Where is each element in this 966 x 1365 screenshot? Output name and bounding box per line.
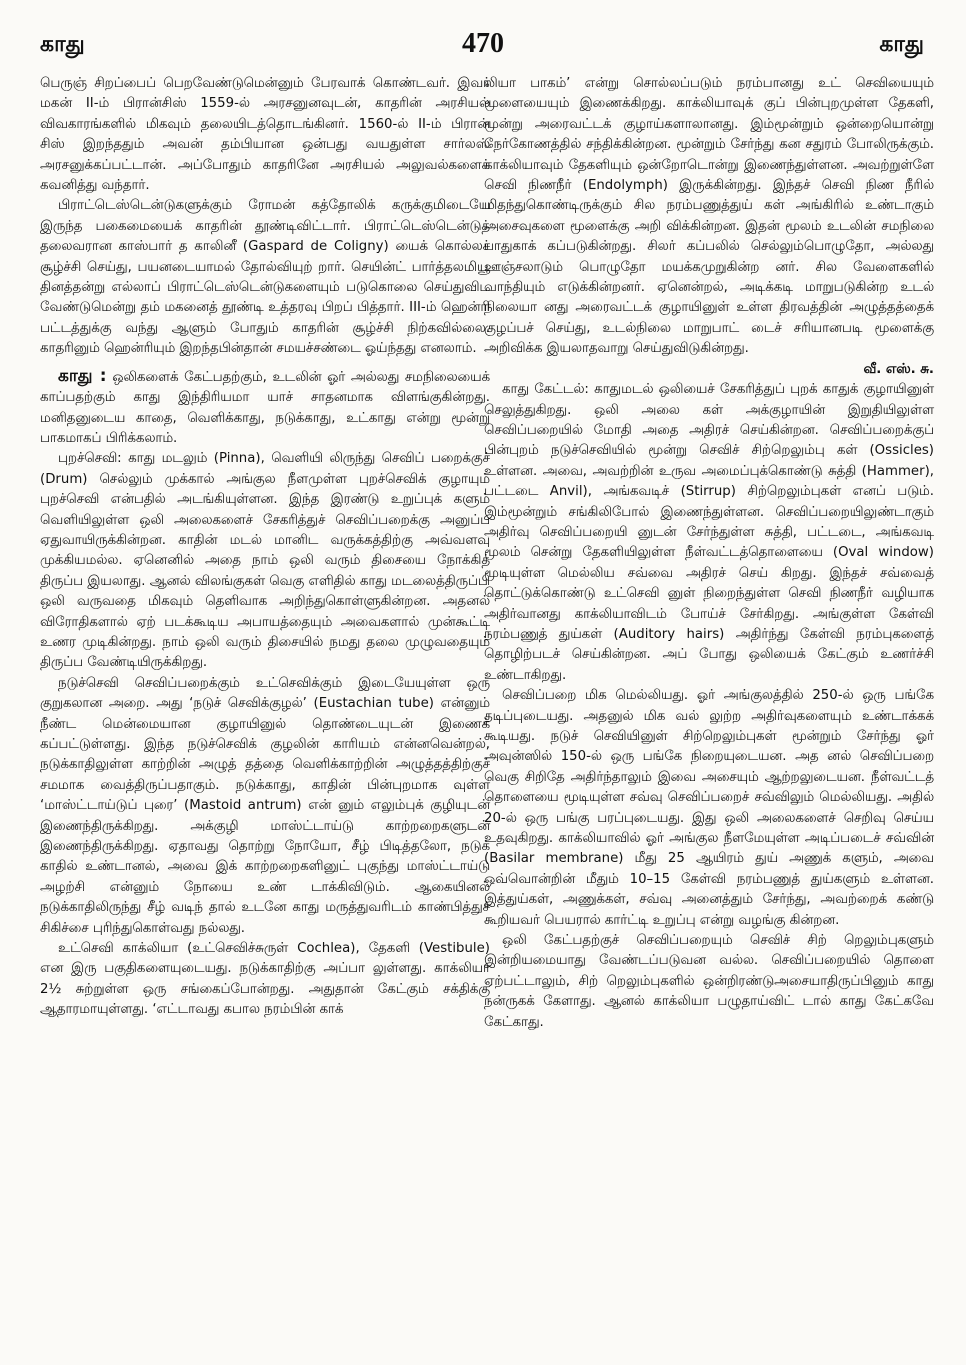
paragraph: பெருஞ் சிறப்பைப் பெறவேண்டுமென்னும் பேரவாக் கொண்டவர். இவர் மகன் II-ம் பிரான்சிஸ் 1559-ல் அரசனுனவுடன், காதரின் அரசியல் விவகாரங்களில் மிகவும் தலையிடத்தொடங்கினர். 1560-ல் II-ம் பிரான் சிஸ் இறந்ததும் அவன் தம்பியான ஒன்பது வயதுள்ள சார்லஸ் அரசனுக்கப்பட்டான். அப்போதும் காதரினே அரசியல் அலுவல்களைக் கவனித்து வந்தார். — [40, 76, 490, 194]
right-column — [484, 74, 934, 1033]
entry-text: ஒலிகளைக் கேட்பதற்கும், உடலின் ஓர் அல்லது சமநிலையைக் காப்பதற்கும் காது இந்திரியமா யாச் சாதனமாக விளங்குகின்றது. மனிதனுடைய காதை, வெளிக்காது, நடுக்காது, உட்காது என்று மூன்று பாகமாகப் பிரிக்கலாம். — [40, 369, 491, 446]
running-head-left: காது — [40, 32, 85, 57]
left-column — [40, 74, 490, 1021]
author-signature: வீ. எஸ். சு. — [863, 361, 934, 377]
paragraph: ஒலி கேட்பதற்குச் செவிப்பறையும் செவிச் சிற் றெலும்புகளும் இன்றியமையாது வேண்டப்படுவன வல்ல. செவிப்பறையில் தொளை ஏற்பட்டாலும், சிற் றெலும்புகளில் ஒன்றிரண்டுஅசையாதிருப்பினும் காது நன்ருகக் கேளாது. ஆனல் காக்லியா பழுதாய்விட் டால் காது கேட்கவே கேட்காது. — [484, 933, 934, 1030]
paragraph: புறச்செவி: காது மடலும் (Pinna), வெளியி லிருந்து செவிப் பறைக்குச் (Drum) செல்லும் முக்கால் அங்குல நீளமுள்ள புறச்செவிக் குழாயும் புறச்செவி என்பதில் அடங்கியுள்ளன. இந்த இரண்டு உறுப்புக் களும் வெளியிலுள்ள ஒலி அலைகளைச் சேகரித்துச் செவிப்பறைக்கு அனுப்ப ஏதுவாயிருக்கின்றன. காதின் மடல் மானிட வருக்கத்திற்கு அவ்வளவு முக்கியமல்ல. ஏனெனில் அதை நாம் ஒலி வரும் திசையை நோக்கித் திருப்ப இயலாது. ஆனல் விலங்குகள் வெகு எளிதில் காது மடலைத்திருப்பி ஒலி வருவதை மிகவும் தெளிவாக அறிந்துகொள்ளுகின்றன. அதனல் விரோதிகளால் ஏற் படக்கூடிய அபாயத்தையும் அவைகளால் முன்கூட்டி உணர முடிகின்றது. நாம் ஒலி வரும் திசையில் நமது தலை முழுவதையும் திருப்ப வேண்டியிருக்கிறது. — [40, 451, 490, 671]
entry-term: காது : — [58, 365, 107, 386]
paragraph: லியா பாகம்’ என்று சொல்லப்படும் நரம்பானது உட் செவியையும் மூளையையும் இணைக்கிறது. காக்லியாவுக் குப் பின்புறமுள்ள தேகளி, மூன்று அரைவட்டக் குழாய்களாலானது. இம்மூன்றும் ஒன்றையொன்று நேர்கோணத்தில் சந்திக்கின்றன. மூன்றும் சேர்ந்து கன சதுரம் போலிருக்கும். காக்லியாவும் தேகளியும் ஒன்றோடொன்று இணைந்துள்ளன. அவற்றுள்ளே செவி நிணநீர் (Endolymph) இருக்கின்றது. இந்தச் செவி நிண நீரில் மிதந்துகொண்டிருக்கும் சில நரம்பணுத்துய் கள் அங்கிரில் உண்டாகும் அசைவுகளை மூளைக்கு அறி விக்கின்றன. இதன் மூலம் உடலின் சமநிலை பாதுகாக் கப்படுகின்றது. சிலர் கப்பலில் செல்லும்பொழுதோ, அல்லது ஊஞ்சலாடும் பொழுதோ மயக்கமுறுகின்ற னர். சில வேளைகளில் வாந்தியும் எடுக்கின்றனர். ஏனென்றல், அடிக்கடி மாறுபடுகின்ற உடல் நிலையா னது அரைவட்டக் குழாயினுள் உள்ள திரவத்தின் அழுத்தத்தைக் குழப்பச் செய்து, உடல்நிலை மாறுபாட் டைச் சரியானபடி மூளைக்கு அறிவிக்க இயலாதவாறு செய்துவிடுகின்றது. — [484, 76, 934, 357]
page-header — [0, 28, 966, 68]
paragraph: நடுச்செவி செவிப்பறைக்கும் உட்செவிக்கும் இடையேயுள்ள ஒரு குறுகலான அறை. அது ‘நடுச் செவிக்குழல்’ (Eustachian tube) என்னும் நீண்ட மென்மையான குழாயினுல் தொண்டையுடன் இணைக் கப்பட்டுள்ளது. இந்த நடுச்செவிக் குழலின் காரியம் என்னவென்றல், நடுக்காதிலுள்ள காற்றின் அழுத் தத்தை வெளிக்காற்றின் அழுத்தத்திற்குச் சமமாக வைத்திருப்பதாகும். நடுக்காது, காதின் பின்புறமாக வுள்ள ‘மாஸ்ட்டாய்டுப் புரை’ (Mastoid antrum) என் னும் எலும்புக் குழியுடன் இணைந்திருக்கிறது. அக்குழி மாஸ்ட்டாய்டு காற்றறைகளுடன் இணைந்திருக்கிறது. ஏதாவது தொற்று நோயோ, சீழ் பிடித்தலோ, நடுக் காதில் உண்டானல், அவை இக் காற்றறைகளினுட் புகுந்து மாஸ்ட்டாய்டு அழற்சி என்னும் நோயை உண் டாக்கிவிடும். ஆகையினல் நடுக்காதிலிருந்து சீழ் வடிந் தால் உடனே காது மருத்துவரிடம் காண்பித்துச் சிகிச்சை புரிந்துகொள்வது நல்லது. — [40, 675, 490, 936]
running-head-right: காது — [879, 32, 924, 57]
paragraph: பிராட்டெஸ்டென்டுகளுக்கும் ரோமன் கத்தோலிக் கருக்குமிடையே இருந்த பகைமையைக் காதரின் தூண்டிவிட்டார். பிராட்டெஸ்டென்டுத் தலைவரான காஸ்பார் த காலினீ (Gaspard de Coligny) யைக் கொல்லச் சூழ்ச்சி செய்து, பயனடையாமல் தோல்வியுற் றார். செயின்ட் பார்த்தலமியூ தினத்தன்று எல்லாப் பிராட்டெஸ்டென்டுகளையும் படுகொலை செய்துவிட வேண்டுமென்று தம் மகனைத் தூண்டி உத்தரவு பிறப் பித்தார். III-ம் ஹென்ரி பட்டத்துக்கு வந்து ஆளும் போதும் காதரின் சூழ்ச்சி நிற்கவில்லை. காதரினும் ஹென்ரியும் இறந்தபின்தான் சமயச்சண்டை ஓய்ந்தது எனலாம். — [40, 198, 490, 357]
page-number: 470 — [462, 28, 504, 59]
paragraph: செவிப்பறை மிக மெல்லியது. ஓர் அங்குலத்தில் 250-ல் ஒரு பங்கே தடிப்புடையது. அதனுல் மிக வல் லுற்ற அதிர்வுகளையும் உண்டாக்கக் கூடியது. நடுச் செவியினுள் சிற்றெலும்புகள் மூன்றும் சேர்ந்து ஓர் அவுன்ஸில் 150-ல் ஒரு பங்கே நிறையுடையன. அத னல் செவிப்பறை வெகு சிறிதே அதிர்ந்தாலும் இவை அசையும் ஆற்றலுடையன. நீள்வட்டத் தொளையை மூடியுள்ள சவ்வு செவிப்பறைச் சவ்விலும் மெல்லியது. அதில் 20-ல் ஒரு பங்கு பரப்புடையது. இது ஒலி அலைகளைச் செறிவு செய்ய உதவுகிறது. காக்லியாவில் ஓர் அங்குல நீளமேயுள்ள அடிப்படைச் சவ்வின் (Basilar membrane) மீது 25 ஆயிரம் துய் அணுக் களும், அவை ஒவ்வொன்றின் மீதும் 10–15 கேள்வி நரம்பணுத் துய்களும் உள்ளன. இத்துய்கள், அணுக்கள், சவ்வு அனைத்தும் சேர்ந்து, அவற்றைக் கண்டு கூறியவர் பெயரால் கார்ட்டி உறுப்பு என்று வழங்கு கின்றன. — [484, 688, 934, 928]
paragraph: உட்செவி காக்லியா (உட்செவிச்சுருள் Cochlea), தேகளி (Vestibule) என இரு பகுதிகளையுடையது. நடுக்காதிற்கு அப்பா லுள்ளது. காக்லியா 2½ சுற்றுள்ள ஒரு சங்கைப்போன்றது. அதுதான் கேட்கும் சக்திக்கு ஆதாரமாயுள்ளது. ‘எட்டாவது கபால நரம்பின் காக் — [40, 941, 490, 1018]
entry-paragraph — [40, 366, 490, 450]
paragraph: காது கேட்டல்: காதுமடல் ஒலியைச் சேகரித்துப் புறக் காதுக் குழாயினுள் செலுத்துகிறது. ஒலி அலை கள் அக்குழாயின் இறுதியிலுள்ள செவிப்பறையில் மோதி அதை அதிரச் செய்கின்றன. செவிப்பறைக்குப் பின்புறம் நடுச்செவியில் மூன்று செவிச் சிற்றெலும்பு கள் (Ossicles) உள்ளன. அவை, அவற்றின் உருவ அமைப்புக்கொண்டு சுத்தி (Hammer), பட்டடை Anvil), அங்கவடிச் (Stirrup) சிற்றெலும்புகள் எனப் படும். இம்மூன்றும் சங்கிலிபோல் இணைந்துள்ளன. செவிப்பறையிலுண்டாகும் அதிர்வு செவிப்பறையி னுடன் சேர்ந்துள்ள சுத்தி, பட்டடை, அங்கவடி மூலம் சென்று தேகளியிலுள்ள நீள்வட்டத்தொளையை (Oval window) மூடியுள்ள மெல்லிய சவ்வை அதிரச் செய் கிறது. இந்தச் சவ்வைத் தொட்டுக்கொண்டு உட்செவி னுள் நிறைந்துள்ள செவி நிணநீர் வழியாக அதிர்வானது காக்லியாவிடம் போய்ச் சேர்கிறது. அங்குள்ள கேள்வி நரம்பணுத் துய்கள் (Auditory hairs) அதிர்ந்து கேள்வி நரம்புகளைத் தொழிற்படச் செய்கின்றன. அப் போது ஒலியைக் கேட்கும் உணர்ச்சி உண்டாகிறது. — [484, 382, 934, 683]
